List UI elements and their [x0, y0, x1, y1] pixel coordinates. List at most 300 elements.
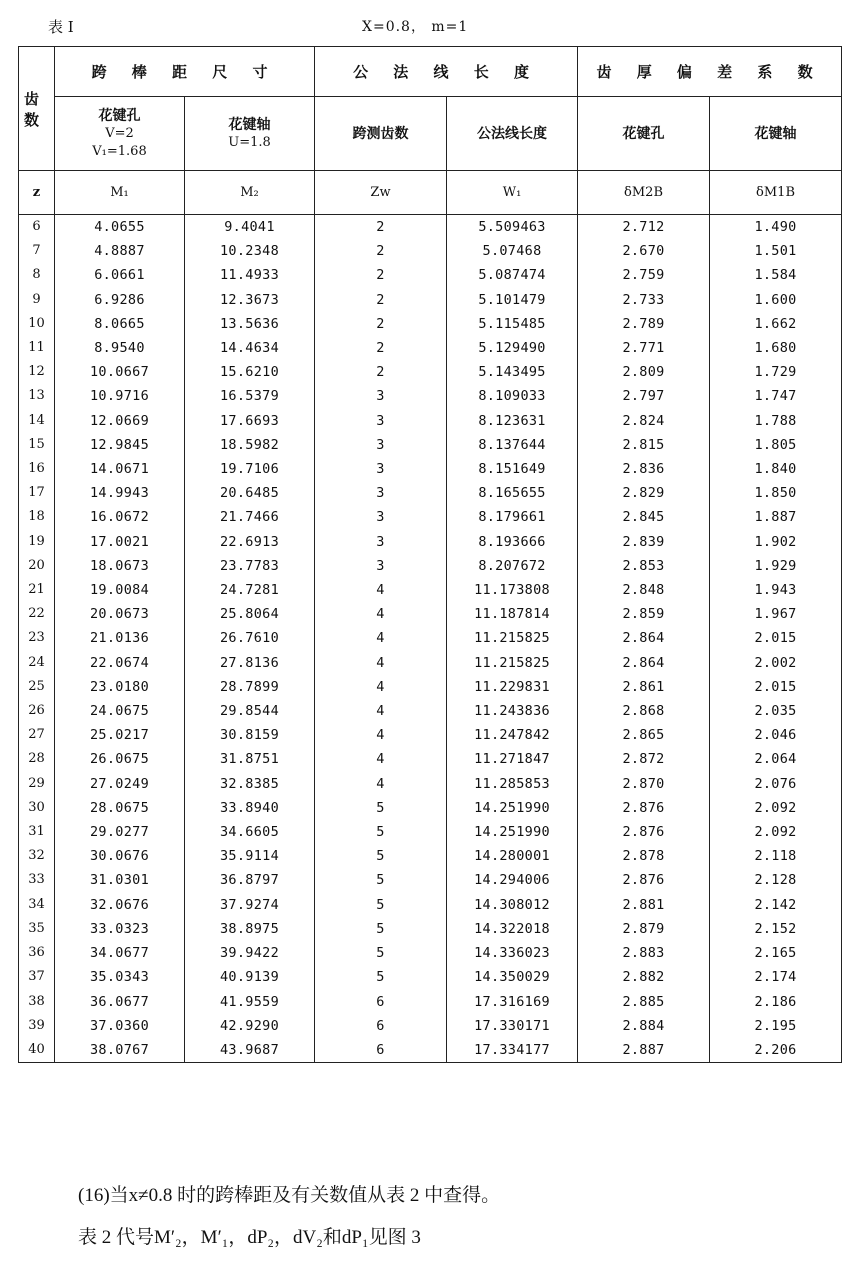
m1-cell: 30.0676 — [55, 844, 185, 868]
symbol-dm1b: δM1B — [710, 171, 842, 215]
zw-cell: 2 — [315, 239, 447, 263]
w1-cell: 14.251990 — [447, 796, 578, 820]
w1-cell: 5.101479 — [447, 288, 578, 312]
zw-cell: 6 — [315, 1038, 447, 1063]
table-row — [19, 772, 842, 796]
dm1b-cell: 2.142 — [710, 893, 842, 917]
symbol-zw: Zw — [315, 171, 447, 215]
dm2b-cell: 2.861 — [578, 675, 710, 699]
w1-cell: 8.109033 — [447, 384, 578, 408]
teeth-cell: 28 — [19, 747, 55, 771]
m2-cell: 22.6913 — [185, 530, 315, 554]
w1-cell: 14.322018 — [447, 917, 578, 941]
m2-cell: 15.6210 — [185, 360, 315, 384]
m1-cell: 12.0669 — [55, 409, 185, 433]
zw-cell: 6 — [315, 990, 447, 1014]
table-row — [19, 312, 842, 336]
m1-cell: 38.0767 — [55, 1038, 185, 1063]
m1-cell: 10.0667 — [55, 360, 185, 384]
w1-cell: 5.509463 — [447, 215, 578, 240]
teeth-cell: 14 — [19, 409, 55, 433]
dm1b-cell: 2.206 — [710, 1038, 842, 1063]
note-line-2: 表 2 代号M′₂，M′₁，dP₂，dV₂和dP₁见图 3 — [78, 1227, 421, 1248]
m1-cell: 14.0671 — [55, 457, 185, 481]
w1-cell: 17.334177 — [447, 1038, 578, 1063]
dm1b-cell: 1.747 — [710, 384, 842, 408]
m2-cell: 41.9559 — [185, 990, 315, 1014]
table-row — [19, 288, 842, 312]
dm2b-cell: 2.870 — [578, 772, 710, 796]
header-teeth: 齿数 — [19, 47, 55, 171]
m1-cell: 12.9845 — [55, 433, 185, 457]
table-row — [19, 578, 842, 602]
header-dev-hole: 花键孔 — [578, 97, 710, 171]
zw-cell: 2 — [315, 263, 447, 287]
dm1b-cell: 2.128 — [710, 868, 842, 892]
dm2b-cell: 2.836 — [578, 457, 710, 481]
m1-cell: 37.0360 — [55, 1014, 185, 1038]
dm1b-cell: 1.967 — [710, 602, 842, 626]
dm1b-cell: 1.840 — [710, 457, 842, 481]
m1-cell: 24.0675 — [55, 699, 185, 723]
m1-cell: 20.0673 — [55, 602, 185, 626]
table-row — [19, 917, 842, 941]
dm2b-cell: 2.839 — [578, 530, 710, 554]
dm2b-cell: 2.853 — [578, 554, 710, 578]
m1-cell: 6.9286 — [55, 288, 185, 312]
zw-cell: 4 — [315, 626, 447, 650]
m2-cell: 31.8751 — [185, 747, 315, 771]
m2-cell: 40.9139 — [185, 965, 315, 989]
teeth-cell: 16 — [19, 457, 55, 481]
w1-cell: 11.243836 — [447, 699, 578, 723]
header-spline-shaft — [185, 97, 315, 171]
zw-cell: 3 — [315, 384, 447, 408]
w1-cell: 5.129490 — [447, 336, 578, 360]
m1-cell: 32.0676 — [55, 893, 185, 917]
m2-cell: 36.8797 — [185, 868, 315, 892]
w1-cell: 5.115485 — [447, 312, 578, 336]
header-thickness-deviation: 齿 厚 偏 差 系 数 — [578, 47, 842, 97]
dm1b-cell: 2.165 — [710, 941, 842, 965]
dm2b-cell: 2.859 — [578, 602, 710, 626]
m1-cell: 14.9943 — [55, 481, 185, 505]
dm2b-cell: 2.872 — [578, 747, 710, 771]
m2-cell: 43.9687 — [185, 1038, 315, 1063]
zw-cell: 4 — [315, 772, 447, 796]
dm2b-cell: 2.864 — [578, 651, 710, 675]
m1-cell: 8.9540 — [55, 336, 185, 360]
teeth-cell: 7 — [19, 239, 55, 263]
table-row — [19, 481, 842, 505]
teeth-cell: 32 — [19, 844, 55, 868]
dm1b-cell: 2.015 — [710, 626, 842, 650]
table-row — [19, 239, 842, 263]
w1-cell: 11.187814 — [447, 602, 578, 626]
table-body — [19, 215, 842, 1063]
dm1b-cell: 1.943 — [710, 578, 842, 602]
teeth-cell: 13 — [19, 384, 55, 408]
zw-cell: 4 — [315, 602, 447, 626]
table-row — [19, 941, 842, 965]
zw-cell: 5 — [315, 941, 447, 965]
m1-cell: 18.0673 — [55, 554, 185, 578]
w1-cell: 8.165655 — [447, 481, 578, 505]
m1-cell: 29.0277 — [55, 820, 185, 844]
dm1b-cell: 2.064 — [710, 747, 842, 771]
dm1b-cell: 2.035 — [710, 699, 842, 723]
dm1b-cell: 1.788 — [710, 409, 842, 433]
header-spline-hole — [55, 97, 185, 171]
dm2b-cell: 2.882 — [578, 965, 710, 989]
m1-cell: 22.0674 — [55, 651, 185, 675]
symbol-m1: M₁ — [55, 171, 185, 215]
dm2b-cell: 2.883 — [578, 941, 710, 965]
w1-cell: 11.285853 — [447, 772, 578, 796]
dm1b-cell: 2.118 — [710, 844, 842, 868]
zw-cell: 4 — [315, 723, 447, 747]
symbol-m2: M₂ — [185, 171, 315, 215]
m2-cell: 13.5636 — [185, 312, 315, 336]
m2-cell: 37.9274 — [185, 893, 315, 917]
note-line-1: (16)当x≠0.8 时的跨棒距及有关数值从表 2 中查得。 — [78, 1185, 501, 1206]
header-span-teeth: 跨测齿数 — [315, 97, 447, 171]
dm2b-cell: 2.848 — [578, 578, 710, 602]
m2-cell: 26.7610 — [185, 626, 315, 650]
dm2b-cell: 2.824 — [578, 409, 710, 433]
zw-cell: 4 — [315, 747, 447, 771]
w1-cell: 14.294006 — [447, 868, 578, 892]
spline-hole-v: V=2 — [105, 125, 134, 141]
dm2b-cell: 2.712 — [578, 215, 710, 240]
m2-cell: 33.8940 — [185, 796, 315, 820]
m1-cell: 21.0136 — [55, 626, 185, 650]
w1-cell: 8.151649 — [447, 457, 578, 481]
m1-cell: 4.0655 — [55, 215, 185, 240]
m2-cell: 42.9290 — [185, 1014, 315, 1038]
dm1b-cell: 2.046 — [710, 723, 842, 747]
table-row — [19, 844, 842, 868]
zw-cell: 3 — [315, 554, 447, 578]
table-row — [19, 965, 842, 989]
table-row — [19, 457, 842, 481]
zw-cell: 4 — [315, 651, 447, 675]
table-row — [19, 554, 842, 578]
w1-cell: 5.143495 — [447, 360, 578, 384]
m1-cell: 35.0343 — [55, 965, 185, 989]
zw-cell: 2 — [315, 215, 447, 240]
teeth-cell: 26 — [19, 699, 55, 723]
w1-cell: 14.308012 — [447, 893, 578, 917]
dm1b-cell: 1.729 — [710, 360, 842, 384]
table-row — [19, 336, 842, 360]
w1-cell: 11.271847 — [447, 747, 578, 771]
teeth-cell: 23 — [19, 626, 55, 650]
dm2b-cell: 2.670 — [578, 239, 710, 263]
zw-cell: 5 — [315, 820, 447, 844]
table-caption — [0, 16, 854, 40]
m2-cell: 14.4634 — [185, 336, 315, 360]
w1-cell: 8.179661 — [447, 505, 578, 529]
spline-hole-label: 花键孔 — [98, 107, 141, 124]
w1-cell: 8.207672 — [447, 554, 578, 578]
dm2b-cell: 2.815 — [578, 433, 710, 457]
table-row — [19, 433, 842, 457]
zw-cell: 3 — [315, 457, 447, 481]
teeth-cell: 35 — [19, 917, 55, 941]
teeth-cell: 29 — [19, 772, 55, 796]
zw-cell: 4 — [315, 675, 447, 699]
w1-cell: 11.229831 — [447, 675, 578, 699]
zw-cell: 3 — [315, 530, 447, 554]
w1-cell: 17.316169 — [447, 990, 578, 1014]
teeth-cell: 39 — [19, 1014, 55, 1038]
m2-cell: 21.7466 — [185, 505, 315, 529]
zw-cell: 3 — [315, 505, 447, 529]
dm2b-cell: 2.879 — [578, 917, 710, 941]
m2-cell: 17.6693 — [185, 409, 315, 433]
w1-cell: 11.215825 — [447, 626, 578, 650]
teeth-cell: 37 — [19, 965, 55, 989]
dm1b-cell: 2.186 — [710, 990, 842, 1014]
table-row — [19, 651, 842, 675]
teeth-cell: 22 — [19, 602, 55, 626]
dm1b-cell: 1.887 — [710, 505, 842, 529]
symbol-z: z — [19, 171, 55, 215]
dm2b-cell: 2.829 — [578, 481, 710, 505]
dm2b-cell: 2.887 — [578, 1038, 710, 1063]
dm2b-cell: 2.881 — [578, 893, 710, 917]
dm1b-cell: 1.662 — [710, 312, 842, 336]
table-row — [19, 893, 842, 917]
teeth-cell: 38 — [19, 990, 55, 1014]
dm2b-cell: 2.876 — [578, 820, 710, 844]
dm2b-cell: 2.864 — [578, 626, 710, 650]
table-row — [19, 626, 842, 650]
w1-cell: 11.215825 — [447, 651, 578, 675]
table-row — [19, 820, 842, 844]
w1-cell: 5.087474 — [447, 263, 578, 287]
m2-cell: 35.9114 — [185, 844, 315, 868]
zw-cell: 2 — [315, 336, 447, 360]
teeth-cell: 15 — [19, 433, 55, 457]
w1-cell: 14.350029 — [447, 965, 578, 989]
table-parameters: X=0.8， m=1 — [362, 19, 469, 35]
zw-cell: 5 — [315, 917, 447, 941]
dm1b-cell: 2.002 — [710, 651, 842, 675]
m1-cell: 31.0301 — [55, 868, 185, 892]
table-row — [19, 384, 842, 408]
m1-cell: 27.0249 — [55, 772, 185, 796]
m2-cell: 24.7281 — [185, 578, 315, 602]
teeth-cell: 36 — [19, 941, 55, 965]
spline-shaft-u: U=1.8 — [228, 134, 271, 150]
m2-cell: 28.7899 — [185, 675, 315, 699]
table-row — [19, 723, 842, 747]
m2-cell: 9.4041 — [185, 215, 315, 240]
table-row — [19, 699, 842, 723]
m2-cell: 34.6605 — [185, 820, 315, 844]
teeth-cell: 10 — [19, 312, 55, 336]
dm2b-cell: 2.771 — [578, 336, 710, 360]
m1-cell: 26.0675 — [55, 747, 185, 771]
header-span-dimension: 跨 棒 距 尺 寸 — [55, 47, 315, 97]
zw-cell: 3 — [315, 433, 447, 457]
teeth-cell: 8 — [19, 263, 55, 287]
m2-cell: 23.7783 — [185, 554, 315, 578]
table-row — [19, 675, 842, 699]
m2-cell: 32.8385 — [185, 772, 315, 796]
table-row — [19, 409, 842, 433]
m2-cell: 25.8064 — [185, 602, 315, 626]
header-dev-shaft: 花键轴 — [710, 97, 842, 171]
dm1b-cell: 1.902 — [710, 530, 842, 554]
spline-shaft-label: 花键轴 — [228, 116, 271, 133]
w1-cell: 5.07468 — [447, 239, 578, 263]
teeth-cell: 34 — [19, 893, 55, 917]
teeth-cell: 20 — [19, 554, 55, 578]
table-row — [19, 990, 842, 1014]
dm2b-cell: 2.868 — [578, 699, 710, 723]
w1-cell: 8.137644 — [447, 433, 578, 457]
dm2b-cell: 2.885 — [578, 990, 710, 1014]
zw-cell: 5 — [315, 868, 447, 892]
teeth-cell: 21 — [19, 578, 55, 602]
dm2b-cell: 2.797 — [578, 384, 710, 408]
teeth-cell: 9 — [19, 288, 55, 312]
m1-cell: 28.0675 — [55, 796, 185, 820]
dm2b-cell: 2.884 — [578, 1014, 710, 1038]
table-row — [19, 263, 842, 287]
m2-cell: 16.5379 — [185, 384, 315, 408]
spline-parameter-table — [18, 46, 842, 1063]
dm1b-cell: 1.680 — [710, 336, 842, 360]
m2-cell: 27.8136 — [185, 651, 315, 675]
dm1b-cell: 2.092 — [710, 820, 842, 844]
zw-cell: 5 — [315, 796, 447, 820]
teeth-cell: 31 — [19, 820, 55, 844]
m1-cell: 10.9716 — [55, 384, 185, 408]
dm2b-cell: 2.865 — [578, 723, 710, 747]
m1-cell: 8.0665 — [55, 312, 185, 336]
m2-cell: 29.8544 — [185, 699, 315, 723]
dm2b-cell: 2.845 — [578, 505, 710, 529]
dm1b-cell: 2.195 — [710, 1014, 842, 1038]
zw-cell: 4 — [315, 699, 447, 723]
dm2b-cell: 2.878 — [578, 844, 710, 868]
dm2b-cell: 2.876 — [578, 796, 710, 820]
table-row — [19, 1014, 842, 1038]
zw-cell: 2 — [315, 312, 447, 336]
table-row — [19, 505, 842, 529]
teeth-cell: 33 — [19, 868, 55, 892]
m1-cell: 23.0180 — [55, 675, 185, 699]
header-common-normal-length: 公 法 线 长 度 — [315, 47, 578, 97]
m2-cell: 19.7106 — [185, 457, 315, 481]
zw-cell: 5 — [315, 844, 447, 868]
dm1b-cell: 1.490 — [710, 215, 842, 240]
teeth-cell: 25 — [19, 675, 55, 699]
header-wl-length: 公法线长度 — [447, 97, 578, 171]
m2-cell: 20.6485 — [185, 481, 315, 505]
table-row — [19, 530, 842, 554]
w1-cell: 8.123631 — [447, 409, 578, 433]
table-row — [19, 215, 842, 240]
dm2b-cell: 2.733 — [578, 288, 710, 312]
dm1b-cell: 2.092 — [710, 796, 842, 820]
m1-cell: 19.0084 — [55, 578, 185, 602]
dm2b-cell: 2.809 — [578, 360, 710, 384]
table-row — [19, 868, 842, 892]
table-row — [19, 1038, 842, 1063]
teeth-cell: 11 — [19, 336, 55, 360]
zw-cell: 3 — [315, 481, 447, 505]
m1-cell: 6.0661 — [55, 263, 185, 287]
m2-cell: 18.5982 — [185, 433, 315, 457]
table-row — [19, 602, 842, 626]
m2-cell: 38.8975 — [185, 917, 315, 941]
teeth-cell: 24 — [19, 651, 55, 675]
w1-cell: 11.247842 — [447, 723, 578, 747]
m1-cell: 17.0021 — [55, 530, 185, 554]
symbol-w1: W₁ — [447, 171, 578, 215]
dm1b-cell: 2.076 — [710, 772, 842, 796]
table-row — [19, 747, 842, 771]
teeth-cell: 19 — [19, 530, 55, 554]
zw-cell: 5 — [315, 893, 447, 917]
dm1b-cell: 2.174 — [710, 965, 842, 989]
m1-cell: 4.8887 — [55, 239, 185, 263]
w1-cell: 14.280001 — [447, 844, 578, 868]
table-name: 表 I — [48, 18, 74, 36]
dm1b-cell: 1.584 — [710, 263, 842, 287]
m2-cell: 12.3673 — [185, 288, 315, 312]
w1-cell: 14.336023 — [447, 941, 578, 965]
w1-cell: 17.330171 — [447, 1014, 578, 1038]
dm2b-cell: 2.789 — [578, 312, 710, 336]
zw-cell: 2 — [315, 360, 447, 384]
teeth-cell: 30 — [19, 796, 55, 820]
zw-cell: 4 — [315, 578, 447, 602]
zw-cell: 5 — [315, 965, 447, 989]
m2-cell: 11.4933 — [185, 263, 315, 287]
teeth-cell: 18 — [19, 505, 55, 529]
m1-cell: 16.0672 — [55, 505, 185, 529]
dm1b-cell: 1.929 — [710, 554, 842, 578]
teeth-cell: 40 — [19, 1038, 55, 1063]
teeth-cell: 6 — [19, 215, 55, 240]
teeth-cell: 27 — [19, 723, 55, 747]
teeth-cell: 17 — [19, 481, 55, 505]
m1-cell: 36.0677 — [55, 990, 185, 1014]
dm1b-cell: 1.501 — [710, 239, 842, 263]
m1-cell: 33.0323 — [55, 917, 185, 941]
m1-cell: 25.0217 — [55, 723, 185, 747]
dm1b-cell: 2.152 — [710, 917, 842, 941]
dm2b-cell: 2.876 — [578, 868, 710, 892]
teeth-cell: 12 — [19, 360, 55, 384]
m2-cell: 10.2348 — [185, 239, 315, 263]
symbol-dm2b: δM2B — [578, 171, 710, 215]
m1-cell: 34.0677 — [55, 941, 185, 965]
w1-cell: 14.251990 — [447, 820, 578, 844]
w1-cell: 11.173808 — [447, 578, 578, 602]
dm1b-cell: 2.015 — [710, 675, 842, 699]
spline-hole-v1: V₁=1.68 — [92, 143, 147, 159]
dm1b-cell: 1.850 — [710, 481, 842, 505]
m2-cell: 39.9422 — [185, 941, 315, 965]
w1-cell: 8.193666 — [447, 530, 578, 554]
